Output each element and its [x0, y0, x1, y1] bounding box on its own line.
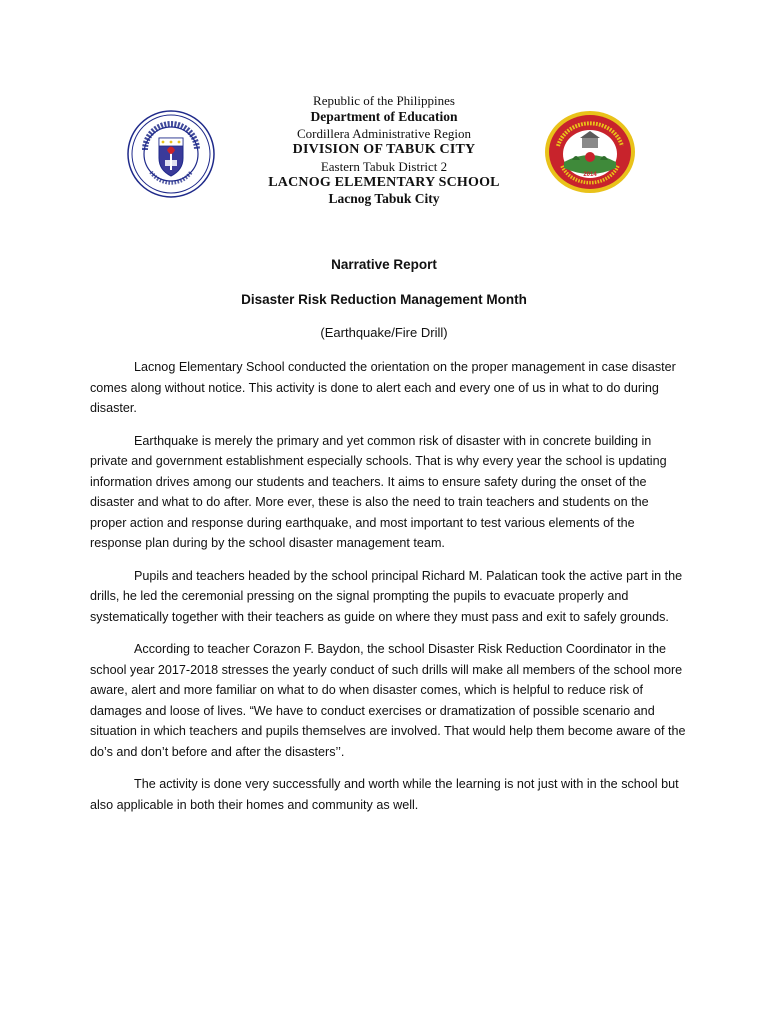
body-paragraph: According to teacher Corazon F. Baydon, the school Disaster Risk Reduction Coordinator in the school year 2017-2018 stresses the yearly conduct of such drills will make all members of the school more aware, alert and more familiar on what to do when disaster comes, which is helpful to reduce risk of damages and loose of lives. “We have to conduct exercises or dramatization of possible scenario and situation in which teachers and pupils themselves are involved. That would help them become aware of the do’s and don’t before and after the disasters’’.: [90, 642, 686, 759]
letterhead-school: LACNOG ELEMENTARY SCHOOL: [268, 175, 500, 190]
event-title: Disaster Risk Reduction Management Month: [241, 292, 527, 307]
seal-year-label: 2014: [583, 172, 597, 178]
letterhead-town: Lacnog Tabuk City: [328, 191, 440, 206]
body-paragraph: Earthquake is merely the primary and yet common risk of disaster with in concrete building in private and government establishment especially schools. That is why every year the school is updating information drives among our students and teachers. It aims to ensure safety during the onset of the disaster and what to do after. More ever, these is also the need to train teachers and students on the proper action and response during earthquake, and most important to test various elements of the response plan during by the school disaster management team.: [90, 433, 667, 550]
body-paragraph: Pupils and teachers headed by the school principal Richard M. Palatican took the active part in the drills, he led the ceremonial pressing on the signal prompting the pupils to evacuate properly and systematically together with their teachers as guide on where they must pass and exit to safely grounds.: [90, 568, 683, 624]
drill-subtitle: (Earthquake/Fire Drill): [320, 325, 448, 340]
letterhead: [0, 92, 768, 207]
body-paragraph: Lacnog Elementary School conducted the orientation on the proper management in case disaster comes along without notice. This activity is done to alert each and every one of us in what to do during disaster.: [90, 360, 676, 415]
report-title: Narrative Report: [331, 257, 437, 272]
letterhead-department: Department of Education: [310, 109, 458, 124]
letterhead-district: Eastern Tabuk District 2: [320, 159, 448, 174]
report-body: [90, 357, 688, 827]
body-paragraph: The activity is done very successfully and worth while the learning is not just with in the school but also applicable in both their homes and community as well.: [90, 777, 679, 812]
letterhead-republic: Republic of the Philippines: [313, 93, 455, 108]
letterhead-region: Cordillera Administrative Region: [296, 126, 472, 141]
letterhead-division: DIVISION OF TABUK CITY: [292, 142, 476, 157]
